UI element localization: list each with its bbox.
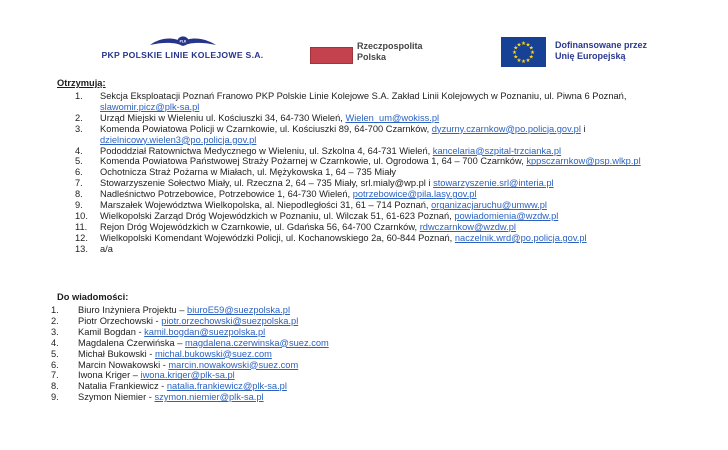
email-link[interactable]: szymon.niemier@plk-sa.pl	[154, 392, 264, 403]
svg-text:★: ★	[525, 42, 531, 49]
list-item	[75, 124, 687, 146]
list-item-text: Kamil Bogdan -	[78, 326, 145, 337]
list-item	[75, 200, 687, 211]
list-item-text: Szymon Niemier -	[78, 392, 155, 403]
eu-funding-label	[555, 40, 647, 62]
list-item-content	[100, 244, 687, 255]
recipients-list	[75, 91, 687, 255]
list-item	[75, 146, 687, 157]
list-item-text: Ochotnicza Straż Pożarna w Miałach, ul. Mężykowska 1, 64 – 735 Miały	[100, 167, 397, 178]
list-item	[50, 392, 530, 403]
list-item	[50, 360, 530, 371]
list-item-text: Urząd Miejski w Wieleniu ul. Kościuszki 34, 64-730 Wieleń,	[100, 112, 346, 123]
list-item-text: Sekcja Eksploatacji Poznań Franowo PKP Polskie Linie Kolejowe S.A. Zakład Linii Kolejowych w Poznaniu, ul. Piwna 6 Poznań,	[100, 91, 627, 101]
eu-funding-line2: Unię Europejską	[555, 51, 626, 61]
list-item-text: Piotr Orzechowski -	[78, 315, 162, 326]
list-item-number: 11.	[75, 221, 88, 232]
list-item-text: Nadleśnictwo Potrzebowice, Potrzebowice 1, 64-730 Wieleń,	[100, 189, 353, 200]
list-item	[50, 381, 530, 392]
email-link[interactable]: kppsczarnkow@psp.wlkp.pl	[526, 156, 641, 167]
svg-text:★: ★	[528, 54, 534, 61]
email-link[interactable]: marcin.nowakowski@suez.com	[168, 359, 299, 370]
email-link[interactable]: slawomir.picz@plk-sa.pl	[100, 101, 200, 112]
email-link[interactable]: dzielnicowy.wielen3@po.policja.gov.pl	[100, 134, 257, 145]
list-item-text: Marcin Nowakowski -	[78, 359, 169, 370]
list-item-content	[100, 156, 687, 167]
list-item-content	[78, 327, 530, 338]
email-link[interactable]: iwona.kriger@plk-sa.pl	[140, 370, 235, 381]
list-item	[75, 178, 687, 189]
pkp-winged-wheel-icon	[85, 34, 280, 49]
list-item	[50, 338, 530, 349]
recipients-section	[57, 78, 705, 255]
pkp-logo	[85, 34, 280, 60]
email-link[interactable]: potrzebowice@pila.lasy.gov.pl	[352, 189, 477, 200]
list-item-number: 8.	[51, 381, 59, 392]
list-item	[50, 316, 530, 327]
email-link[interactable]: magdalena.czerwinska@suez.com	[184, 337, 329, 348]
email-link[interactable]: organizacjaruchu@umww.pl	[431, 200, 547, 211]
list-item	[75, 211, 687, 222]
list-item-number: 7.	[75, 178, 83, 189]
list-item-number: 10.	[75, 210, 88, 221]
poland-label-line2: Polska	[357, 51, 387, 62]
poland-flag-icon	[310, 47, 353, 64]
list-item	[75, 189, 687, 200]
svg-text:★: ★	[528, 45, 534, 52]
list-item-text: Marszałek Województwa Wielkopolska, al. Niepodległości 31, 61 – 714 Poznań,	[100, 200, 432, 211]
list-item-text: Stowarzyszenie Sołectwo Miały, ul. Rzeczna 2, 64 – 735 Miały, srl.mialy@wp.pl i	[100, 178, 434, 189]
list-item-text: Rejon Dróg Wojewódzkich w Czarnkowie, ul. Gdańska 56, 64-700 Czarnków,	[100, 221, 420, 232]
list-item-content	[78, 316, 530, 327]
svg-text:★: ★	[525, 58, 531, 64]
email-link[interactable]: naczelnik.wrd@po.policja.gov.pl	[454, 232, 587, 243]
list-item-number: 5.	[75, 156, 83, 167]
email-link[interactable]: natalia.frankiewicz@plk-sa.pl	[166, 381, 287, 392]
list-item	[75, 156, 687, 167]
list-item-text: Iwona Kriger –	[78, 370, 141, 381]
list-item-content	[100, 178, 687, 189]
list-item	[75, 244, 687, 255]
list-item-text: Pododdział Ratownictwa Medycznego w Wieleniu, ul. Szkolna 4, 64-731 Wieleń,	[100, 145, 433, 156]
list-item-number: 3.	[75, 123, 83, 134]
recipients-heading: Otrzymują:	[57, 78, 106, 88]
svg-text:★: ★	[513, 45, 519, 52]
list-item-number: 4.	[75, 145, 83, 156]
list-item-content	[100, 200, 687, 211]
list-item-content	[78, 360, 530, 371]
list-item	[75, 233, 687, 244]
eu-flag-icon	[501, 37, 546, 72]
list-item-number: 9.	[75, 200, 83, 211]
email-link[interactable]: piotr.orzechowski@suezpolska.pl	[161, 315, 299, 326]
list-item-text: Komenda Powiatowa Policji w Czarnkowie, ul. Kościuszki 89, 64-700 Czarnków,	[100, 123, 432, 134]
list-item-number: 6.	[51, 359, 59, 370]
list-item-number: 12.	[75, 232, 88, 243]
list-item-content	[78, 381, 530, 392]
svg-text:★: ★	[529, 50, 536, 57]
list-item-text: i	[580, 123, 586, 134]
list-item-content	[100, 211, 687, 222]
email-link[interactable]: kancelaria@szpital-trzcianka.pl	[432, 145, 562, 156]
list-item-content	[78, 305, 530, 316]
svg-text:★: ★	[516, 42, 522, 49]
list-item-number: 13.	[75, 243, 88, 254]
list-item-content	[78, 370, 530, 381]
poland-label-line1: Rzeczpospolita	[357, 41, 423, 51]
list-item-text: Natalia Frankiewicz -	[78, 381, 167, 392]
poland-label	[357, 41, 423, 62]
list-item-content	[100, 124, 687, 146]
list-item-number: 1.	[75, 91, 83, 101]
email-link[interactable]: kamil.bogdan@suezpolska.pl	[144, 326, 266, 337]
svg-text:★: ★	[520, 41, 527, 48]
list-item-number: 2.	[75, 112, 83, 123]
list-item-text: Wielkopolski Zarząd Dróg Wojewódzkich w Poznaniu, ul. Wilczak 51, 61-623 Poznań,	[100, 210, 455, 221]
email-link[interactable]: dyzurny.czarnkow@po.policja.gov.pl	[431, 123, 581, 134]
list-item-content	[78, 338, 530, 349]
list-item	[75, 91, 687, 113]
email-link[interactable]: powiadomienia@wzdw.pl	[454, 210, 559, 221]
list-item-content	[100, 189, 687, 200]
list-item	[75, 113, 687, 124]
list-item-content	[100, 113, 687, 124]
list-item	[50, 370, 530, 381]
list-item-number: 3.	[51, 326, 59, 337]
list-item-text: Biuro Inżyniera Projektu –	[78, 305, 188, 315]
list-item-text: Magdalena Czerwińska –	[78, 337, 185, 348]
list-item-number: 8.	[75, 189, 83, 200]
list-item-number: 1.	[51, 305, 59, 315]
list-item-text: Michał Bukowski -	[78, 348, 155, 359]
list-item	[75, 222, 687, 233]
list-item-text: Wielkopolski Komendant Wojewódzki Policji, ul. Kochanowskiego 2a, 60-844 Poznań,	[100, 232, 455, 243]
cc-section	[51, 292, 705, 403]
email-link[interactable]: michal.bukowski@suez.com	[154, 348, 272, 359]
cc-list	[50, 305, 530, 403]
list-item-text: a/a	[100, 243, 113, 254]
list-item	[75, 167, 687, 178]
pkp-company-name: PKP POLSKIE LINIE KOLEJOWE S.A.	[101, 50, 264, 60]
email-link[interactable]: Wielen_um@wokiss.pl	[345, 112, 440, 123]
list-item	[50, 327, 530, 338]
list-item-number: 9.	[51, 392, 59, 403]
eu-funding-line1: Dofinansowane przez	[555, 40, 648, 50]
list-item	[50, 305, 530, 316]
email-link[interactable]: rdwczarnkow@wzdw.pl	[419, 221, 516, 232]
svg-text:★: ★	[513, 54, 519, 61]
email-link[interactable]: biuroE59@suezpolska.pl	[187, 305, 291, 315]
svg-text:PLK: PLK	[179, 39, 186, 44]
list-item-content	[78, 392, 530, 403]
svg-text:★: ★	[511, 50, 518, 57]
list-item-text: Komenda Powiatowa Państwowej Straży Pożarnej w Czarnkowie, ul. Ogrodowa 1, 64 – 700 Czarnków,	[100, 156, 527, 167]
svg-text:★: ★	[520, 59, 527, 66]
list-item-number: 5.	[51, 348, 59, 359]
list-item-content	[100, 146, 687, 157]
list-item-number: 7.	[51, 370, 59, 381]
list-item-number: 6.	[75, 167, 83, 178]
list-item-content	[100, 91, 687, 113]
list-item-content	[100, 233, 687, 244]
list-item-number: 4.	[51, 337, 59, 348]
list-item-content	[100, 167, 687, 178]
list-item-content	[100, 222, 687, 233]
list-item	[50, 349, 530, 360]
svg-text:★: ★	[516, 58, 522, 64]
email-link[interactable]: stowarzyszenie.srl@interia.pl	[433, 178, 554, 189]
list-item-number: 2.	[51, 315, 59, 326]
list-item-content	[78, 349, 530, 360]
cc-heading: Do wiadomości:	[57, 292, 129, 302]
